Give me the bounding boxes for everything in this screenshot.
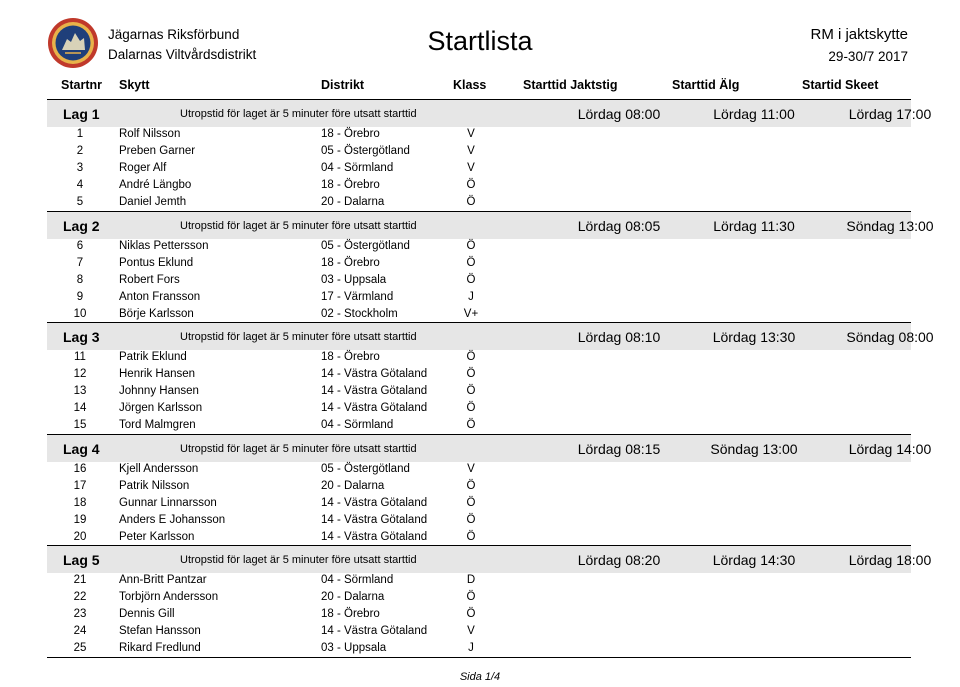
team-callout-note: Utropstid för laget är 5 minuter före utsatt starttid: [180, 331, 417, 343]
shooter-name: Stefan Hansson: [119, 625, 201, 637]
class: Ö: [466, 179, 476, 191]
district: 04 - Sörmland: [321, 574, 394, 586]
shooter-name: Robert Fors: [119, 274, 180, 286]
class: Ö: [466, 531, 476, 543]
start-number: 21: [73, 574, 87, 586]
team-header: [47, 100, 932, 127]
class: Ö: [466, 351, 476, 363]
table-row: [47, 273, 911, 290]
table-row: [47, 178, 911, 195]
class: Ö: [466, 257, 476, 269]
start-number: 10: [73, 308, 87, 320]
shooter-name: Kjell Andersson: [119, 463, 199, 475]
shooter-name: Anders E Johansson: [119, 514, 226, 526]
district: 20 - Dalarna: [321, 480, 385, 492]
district: 04 - Sörmland: [321, 162, 394, 174]
table-row: [47, 367, 911, 384]
team-start-time-t2: Lördag 13:30: [712, 329, 796, 345]
start-number: 25: [73, 642, 87, 654]
team-block: [47, 323, 934, 435]
district: 17 - Värmland: [321, 291, 394, 303]
class: Ö: [466, 480, 476, 492]
team-start-time-t2: Söndag 13:00: [710, 441, 798, 457]
col-header-distrikt: Distrikt: [321, 78, 365, 92]
table-row: [47, 624, 911, 641]
col-header-skytt: Skytt: [119, 78, 150, 92]
table-row: [47, 195, 911, 212]
team-name: Lag 5: [63, 552, 100, 568]
shooter-name: Anton Fransson: [119, 291, 201, 303]
team-name: Lag 3: [63, 329, 100, 345]
shooter-name: Patrik Eklund: [119, 351, 187, 363]
class: Ö: [466, 385, 476, 397]
start-number: 24: [73, 625, 87, 637]
class: Ö: [466, 419, 476, 431]
shooter-name: Gunnar Linnarsson: [119, 497, 217, 509]
team-start-time-t3: Söndag 13:00: [846, 218, 934, 234]
team-name: Lag 1: [63, 106, 100, 122]
shooter-name: Pontus Eklund: [119, 257, 194, 269]
class: D: [466, 574, 476, 586]
shooter-name: Jörgen Karlsson: [119, 402, 203, 414]
start-number: 6: [76, 240, 84, 252]
event-dates: 29-30/7 2017: [828, 49, 908, 64]
team-block: [47, 435, 932, 547]
class: Ö: [466, 240, 476, 252]
start-number: 16: [73, 463, 87, 475]
class: V: [467, 463, 475, 475]
district: 14 - Västra Götaland: [321, 514, 428, 526]
team-header: [47, 546, 932, 573]
team-callout-note: Utropstid för laget är 5 minuter före utsatt starttid: [180, 554, 417, 566]
team-start-time-t2: Lördag 14:30: [712, 552, 796, 568]
district: 18 - Örebro: [321, 608, 380, 620]
table-row: [47, 641, 911, 658]
team-start-time-t2: Lördag 11:30: [713, 218, 795, 234]
shooter-name: Dennis Gill: [119, 608, 175, 620]
team-callout-note: Utropstid för laget är 5 minuter före utsatt starttid: [180, 108, 417, 120]
shooter-name: Peter Karlsson: [119, 531, 195, 543]
col-header-klass: Klass: [453, 78, 487, 92]
shooter-name: Rolf Nilsson: [119, 128, 181, 140]
shooter-name: André Längbo: [119, 179, 192, 191]
table-row: [47, 290, 911, 307]
class: Ö: [466, 274, 476, 286]
start-number: 14: [73, 402, 87, 414]
district: 14 - Västra Götaland: [321, 625, 428, 637]
team-start-time-t1: Lördag 08:00: [577, 106, 661, 122]
class: Ö: [466, 514, 476, 526]
class: Ö: [466, 368, 476, 380]
col-header-startid-skeet: Startid Skeet: [802, 78, 879, 92]
start-number: 4: [76, 179, 84, 191]
table-row: [47, 161, 911, 178]
shooter-name: Henrik Hansen: [119, 368, 196, 380]
team-start-time-t1: Lördag 08:20: [577, 552, 661, 568]
start-number: 17: [73, 480, 87, 492]
col-header-starttid-alg: Starttid Älg: [672, 78, 740, 92]
start-number: 12: [73, 368, 87, 380]
team-block: [47, 546, 932, 658]
team-start-time-t3: Lördag 17:00: [848, 106, 932, 122]
class: J: [468, 291, 474, 303]
team-start-time-t3: Lördag 18:00: [848, 552, 932, 568]
district: 18 - Örebro: [321, 179, 380, 191]
team-callout-note: Utropstid för laget är 5 minuter före utsatt starttid: [180, 220, 417, 232]
class: Ö: [466, 196, 476, 208]
table-row: [47, 462, 911, 479]
table-row: [47, 590, 911, 607]
team-start-time-t1: Lördag 08:10: [577, 329, 661, 345]
shooter-name: Börje Karlsson: [119, 308, 194, 320]
start-number: 20: [73, 531, 87, 543]
table-row: [47, 401, 911, 418]
class: Ö: [466, 608, 476, 620]
page-number: Sida 1/4: [459, 671, 501, 683]
shooter-name: Ann-Britt Pantzar: [119, 574, 207, 586]
district: 18 - Örebro: [321, 128, 380, 140]
class: Ö: [466, 591, 476, 603]
district: 14 - Västra Götaland: [321, 368, 428, 380]
start-number: 8: [76, 274, 84, 286]
team-start-time-t3: Söndag 08:00: [846, 329, 934, 345]
team-name: Lag 2: [63, 218, 100, 234]
table-row: [47, 607, 911, 624]
start-number: 11: [74, 351, 86, 363]
table-row: [47, 350, 911, 367]
org-district: Dalarnas Viltvårdsdistrikt: [108, 47, 257, 62]
district: 05 - Östergötland: [321, 463, 410, 475]
start-number: 13: [73, 385, 87, 397]
shooter-name: Torbjörn Andersson: [119, 591, 219, 603]
class: V: [467, 128, 475, 140]
shooter-name: Daniel Jemth: [119, 196, 187, 208]
team-start-time-t2: Lördag 11:00: [713, 106, 795, 122]
table-row: [47, 418, 911, 435]
team-name: Lag 4: [63, 441, 100, 457]
district: 18 - Örebro: [321, 257, 380, 269]
district: 20 - Dalarna: [321, 196, 385, 208]
district: 05 - Östergötland: [321, 240, 410, 252]
district: 14 - Västra Götaland: [321, 385, 428, 397]
district: 05 - Östergötland: [321, 145, 410, 157]
team-start-time-t1: Lördag 08:05: [577, 218, 661, 234]
table-row: [47, 384, 911, 401]
team-block: [47, 212, 934, 324]
district: 20 - Dalarna: [321, 591, 385, 603]
class: J: [468, 642, 474, 654]
table-row: [47, 127, 911, 144]
shooter-name: Patrik Nilsson: [119, 480, 190, 492]
table-row: [47, 144, 911, 161]
shooter-name: Roger Alf: [119, 162, 167, 174]
start-number: 23: [73, 608, 87, 620]
district: 14 - Västra Götaland: [321, 497, 428, 509]
table-row: [47, 496, 911, 513]
start-number: 9: [76, 291, 84, 303]
team-header: [47, 435, 932, 462]
class: Ö: [466, 402, 476, 414]
district: 03 - Uppsala: [321, 274, 387, 286]
shooter-name: Tord Malmgren: [119, 419, 196, 431]
class: V+: [463, 308, 479, 320]
table-row: [47, 239, 911, 256]
class: V: [467, 625, 475, 637]
table-row: [47, 256, 911, 273]
team-start-time-t1: Lördag 08:15: [577, 441, 661, 457]
table-row: [47, 573, 911, 590]
district: 18 - Örebro: [321, 351, 380, 363]
class: V: [467, 162, 475, 174]
shooter-name: Rikard Fredlund: [119, 642, 201, 654]
col-header-startnr: Startnr: [61, 78, 102, 92]
district: 04 - Sörmland: [321, 419, 394, 431]
col-header-starttid-jaktstig: Starttid Jaktstig: [523, 78, 618, 92]
event-name: RM i jaktskytte: [810, 26, 908, 43]
start-number: 19: [73, 514, 87, 526]
start-number: 15: [73, 419, 87, 431]
team-header: [47, 212, 934, 239]
event-info: [810, 24, 908, 68]
start-number: 2: [76, 145, 84, 157]
start-number: 5: [76, 196, 84, 208]
start-number: 1: [76, 128, 84, 140]
page-title: Startlista: [427, 26, 533, 56]
table-row: [47, 479, 911, 496]
district: 14 - Västra Götaland: [321, 531, 428, 543]
team-start-time-t3: Lördag 14:00: [848, 441, 932, 457]
shooter-name: Preben Garner: [119, 145, 196, 157]
class: V: [467, 145, 475, 157]
start-number: 18: [73, 497, 87, 509]
start-number: 3: [76, 162, 84, 174]
team-block: [47, 100, 932, 212]
org-name: Jägarnas Riksförbund: [108, 27, 240, 42]
shooter-name: Johnny Hansen: [119, 385, 199, 397]
district: 03 - Uppsala: [321, 642, 387, 654]
shooter-name: Niklas Pettersson: [119, 240, 209, 252]
start-number: 22: [73, 591, 87, 603]
team-callout-note: Utropstid för laget är 5 minuter före utsatt starttid: [180, 443, 417, 455]
class: Ö: [466, 497, 476, 509]
start-number: 7: [76, 257, 84, 269]
team-header: [47, 323, 934, 350]
bottom-rule: [47, 657, 911, 658]
district: 14 - Västra Götaland: [321, 402, 428, 414]
table-row: [47, 513, 911, 530]
district: 02 - Stockholm: [321, 308, 398, 320]
